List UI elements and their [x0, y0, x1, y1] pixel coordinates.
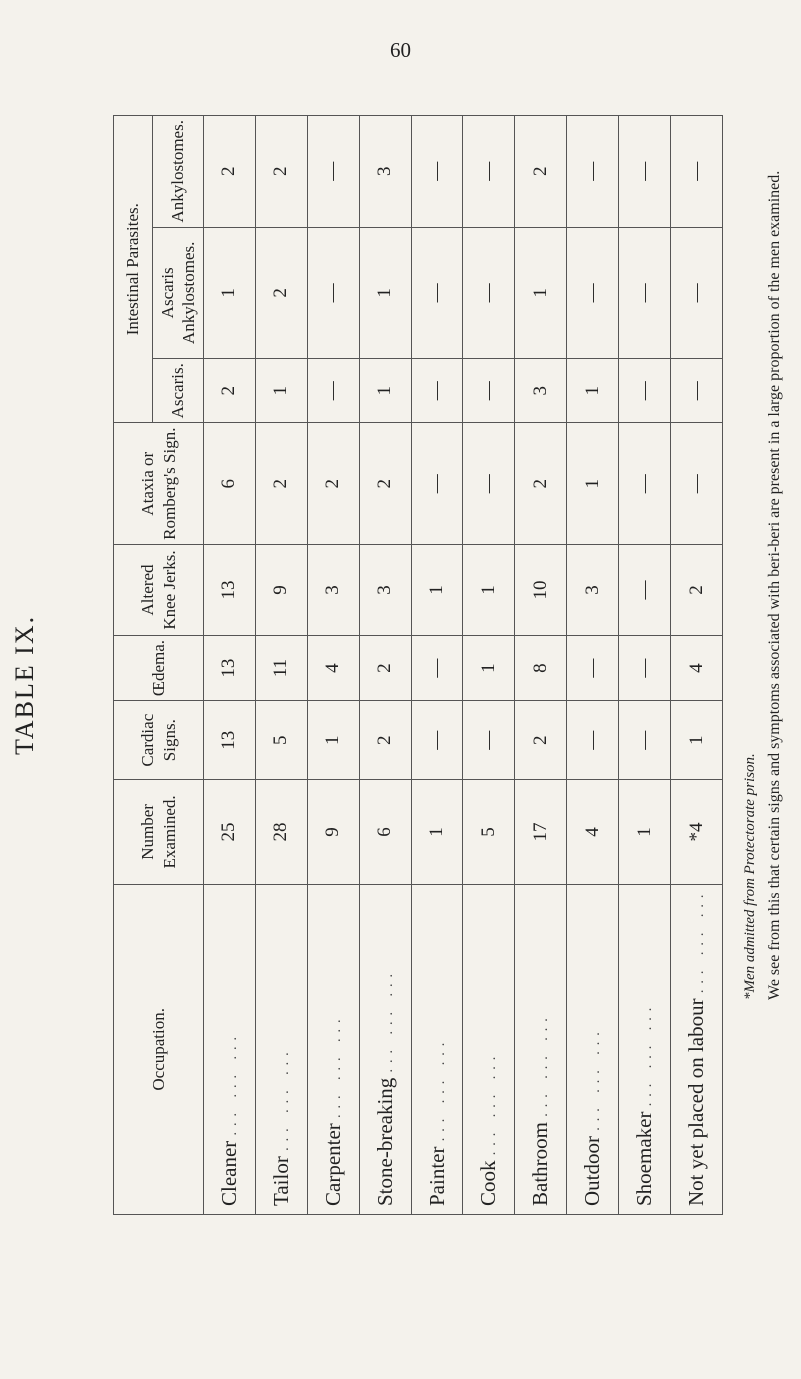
- cell-ankylostomes: 3: [359, 116, 411, 228]
- cell-ascaris-ankylostomes: —: [619, 227, 671, 359]
- cell-cardiac: 2: [515, 701, 567, 780]
- cell-number: 4: [567, 780, 619, 884]
- cell-ataxia: 2: [307, 423, 359, 545]
- cell-oedema: 11: [255, 635, 307, 700]
- cell-ankylostomes: 2: [204, 116, 256, 228]
- cell-ascaris: —: [307, 359, 359, 423]
- cell-ascaris-ankylostomes: —: [463, 227, 515, 359]
- cell-ascaris-ankylostomes: —: [307, 227, 359, 359]
- cell-ascaris-ankylostomes: —: [411, 227, 463, 359]
- cell-knee: 1: [463, 544, 515, 635]
- cell-cardiac: 13: [204, 701, 256, 780]
- cell-oedema: —: [567, 635, 619, 700]
- cell-ascaris-ankylostomes: —: [671, 227, 723, 359]
- table-row: [204, 116, 256, 1215]
- row-occupation: Cleaner ... ... ...: [204, 884, 256, 1214]
- col-cardiac-signs: Cardiac Signs.: [114, 701, 204, 780]
- cell-oedema: 4: [671, 635, 723, 700]
- cell-cardiac: —: [567, 701, 619, 780]
- cell-ascaris-ankylostomes: 1: [204, 227, 256, 359]
- cell-ascaris-ankylostomes: 1: [515, 227, 567, 359]
- table-row: [255, 116, 307, 1215]
- row-occupation: Stone-breaking ... ... ...: [359, 884, 411, 1214]
- cell-number: 9: [307, 780, 359, 884]
- cell-ascaris-ankylostomes: —: [567, 227, 619, 359]
- col-number-examined: Number Examined.: [114, 780, 204, 884]
- footnote-text: We see from this that certain signs and symptoms associated with beri-beri are present in a large proportion of the men examined.: [766, 170, 783, 1000]
- cell-knee: 3: [359, 544, 411, 635]
- cell-ataxia: 2: [359, 423, 411, 545]
- cell-ascaris: —: [463, 359, 515, 423]
- cell-knee: 9: [255, 544, 307, 635]
- table-row: [411, 116, 463, 1215]
- cell-number: 28: [255, 780, 307, 884]
- cell-ascaris: 1: [255, 359, 307, 423]
- cell-ascaris: 1: [567, 359, 619, 423]
- table-row: [307, 116, 359, 1215]
- page-number: 60: [390, 38, 411, 62]
- cell-ataxia: —: [671, 423, 723, 545]
- cell-ascaris: 1: [359, 359, 411, 423]
- cell-oedema: 8: [515, 635, 567, 700]
- row-occupation: Painter ... ... ...: [411, 884, 463, 1214]
- cell-number: 17: [515, 780, 567, 884]
- row-occupation: Bathroom ... ... ...: [515, 884, 567, 1214]
- table-row: [619, 116, 671, 1215]
- col-occupation: Occupation.: [114, 884, 204, 1214]
- row-occupation: Outdoor ... ... ...: [567, 884, 619, 1214]
- cell-cardiac: 5: [255, 701, 307, 780]
- cell-number: 25: [204, 780, 256, 884]
- col-ankylostomes: Ankylostomes.: [153, 116, 204, 228]
- cell-knee: 1: [411, 544, 463, 635]
- cell-oedema: —: [411, 635, 463, 700]
- col-ascaris-ankylostomes: Ascaris Ankylostomes.: [153, 227, 204, 359]
- cell-cardiac: —: [411, 701, 463, 780]
- cell-ankylostomes: —: [671, 116, 723, 228]
- cell-oedema: 13: [204, 635, 256, 700]
- cell-number: *4: [671, 780, 723, 884]
- cell-ankylostomes: —: [567, 116, 619, 228]
- row-occupation: Shoemaker ... ... ...: [619, 884, 671, 1214]
- cell-oedema: 4: [307, 635, 359, 700]
- col-oedema: Œdema.: [114, 635, 204, 700]
- cell-ascaris: 2: [204, 359, 256, 423]
- data-table-container: [113, 115, 723, 1215]
- cell-ankylostomes: 2: [255, 116, 307, 228]
- cell-knee: 3: [307, 544, 359, 635]
- cell-ascaris: —: [411, 359, 463, 423]
- col-ataxia: Ataxia or Romberg's Sign.: [114, 423, 204, 545]
- table-row: [671, 116, 723, 1215]
- cell-ataxia: —: [463, 423, 515, 545]
- cell-number: 1: [619, 780, 671, 884]
- row-occupation: Carpenter ... ... ...: [307, 884, 359, 1214]
- cell-ataxia: —: [619, 423, 671, 545]
- cell-cardiac: 2: [359, 701, 411, 780]
- cell-ankylostomes: —: [463, 116, 515, 228]
- cell-ataxia: 1: [567, 423, 619, 545]
- cell-number: 5: [463, 780, 515, 884]
- cell-ascaris-ankylostomes: 1: [359, 227, 411, 359]
- cell-knee: —: [619, 544, 671, 635]
- cell-ascaris: —: [619, 359, 671, 423]
- row-occupation: Tailor ... ... ...: [255, 884, 307, 1214]
- cell-number: 6: [359, 780, 411, 884]
- cell-cardiac: —: [619, 701, 671, 780]
- cell-ankylostomes: —: [619, 116, 671, 228]
- table-row: [359, 116, 411, 1215]
- cell-ankylostomes: —: [307, 116, 359, 228]
- cell-ataxia: 2: [255, 423, 307, 545]
- cell-ankylostomes: 2: [515, 116, 567, 228]
- cell-oedema: 1: [463, 635, 515, 700]
- cell-ataxia: —: [411, 423, 463, 545]
- cell-ankylostomes: —: [411, 116, 463, 228]
- cell-ataxia: 6: [204, 423, 256, 545]
- cell-knee: 3: [567, 544, 619, 635]
- col-knee-jerks: Altered Knee Jerks.: [114, 544, 204, 635]
- row-occupation: Cook ... ... ...: [463, 884, 515, 1214]
- table-row: [567, 116, 619, 1215]
- table-row: [515, 116, 567, 1215]
- cell-knee: 2: [671, 544, 723, 635]
- table-title: TABLE IX.: [10, 614, 39, 755]
- cell-cardiac: 1: [307, 701, 359, 780]
- data-table: [113, 115, 723, 1215]
- cell-number: 1: [411, 780, 463, 884]
- cell-knee: 13: [204, 544, 256, 635]
- cell-knee: 10: [515, 544, 567, 635]
- table-row: [463, 116, 515, 1215]
- cell-oedema: —: [619, 635, 671, 700]
- row-occupation: Not yet placed on labour ... ... ...: [671, 884, 723, 1214]
- col-ascaris: Ascaris.: [153, 359, 204, 423]
- cell-cardiac: —: [463, 701, 515, 780]
- footnote-star: *Men admitted from Protectorate prison.: [742, 753, 758, 1000]
- cell-cardiac: 1: [671, 701, 723, 780]
- cell-ascaris: —: [671, 359, 723, 423]
- cell-ataxia: 2: [515, 423, 567, 545]
- col-group-intestinal-parasites: Intestinal Parasites.: [114, 116, 153, 423]
- cell-oedema: 2: [359, 635, 411, 700]
- cell-ascaris-ankylostomes: 2: [255, 227, 307, 359]
- cell-ascaris: 3: [515, 359, 567, 423]
